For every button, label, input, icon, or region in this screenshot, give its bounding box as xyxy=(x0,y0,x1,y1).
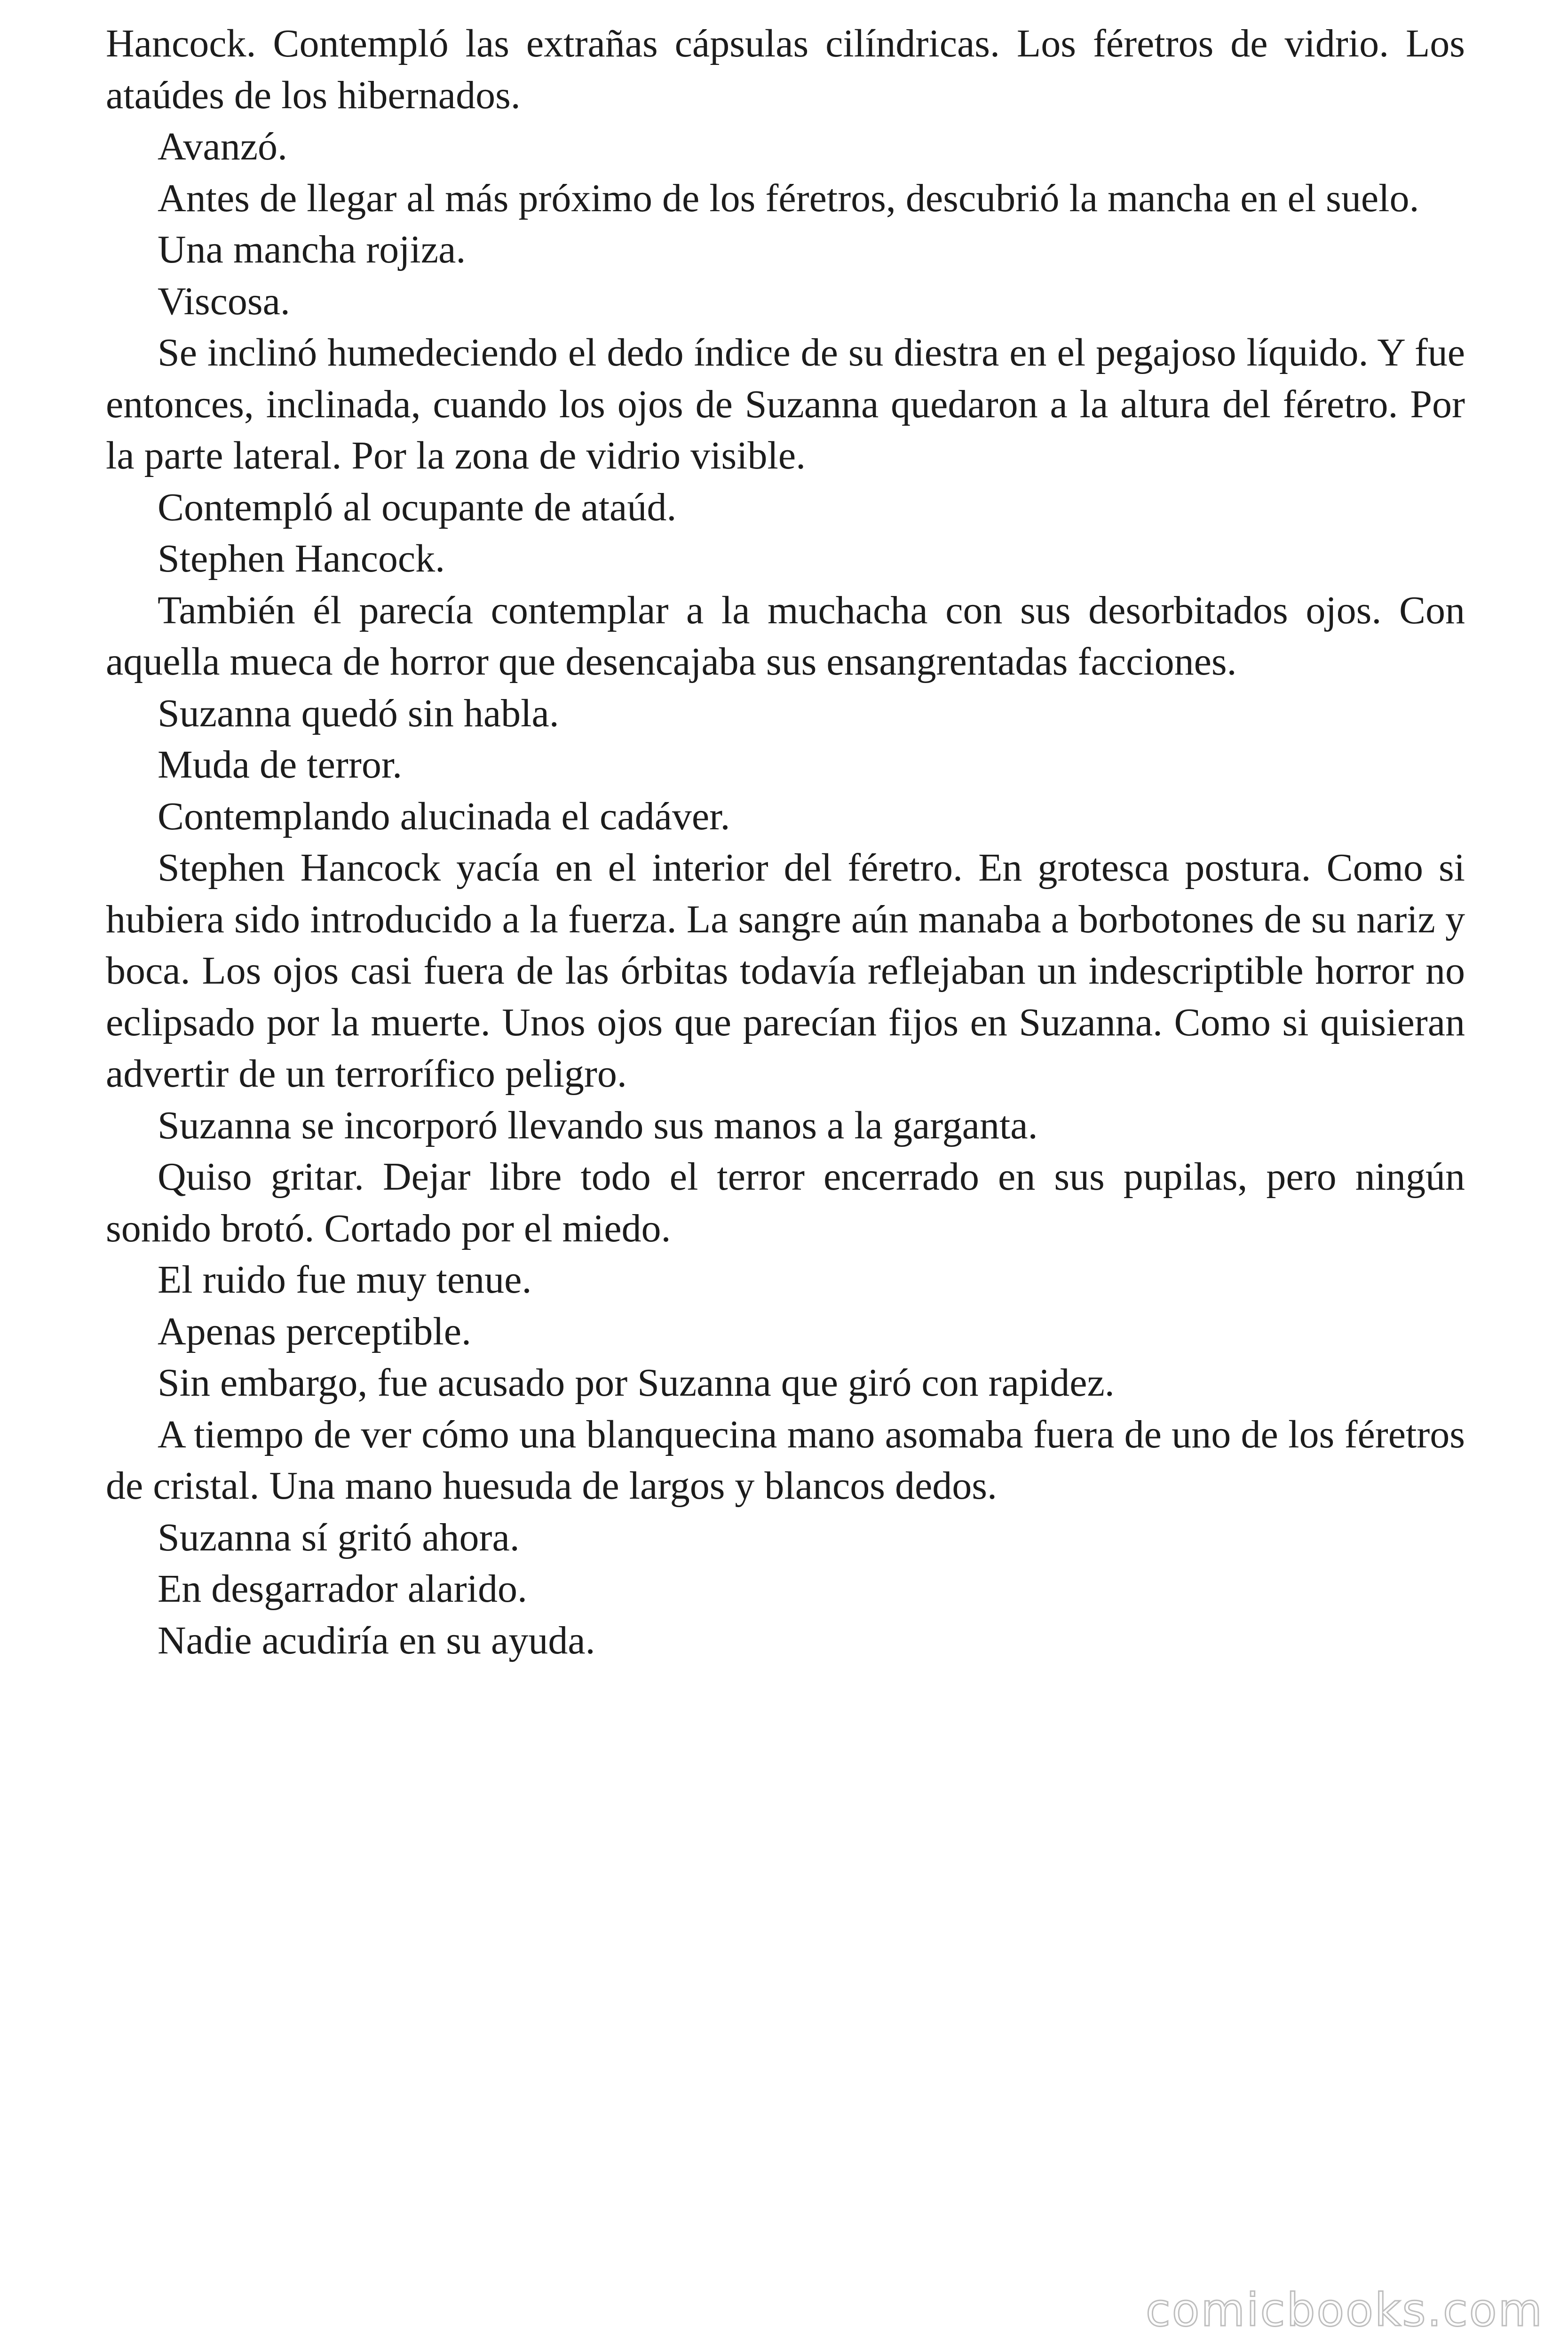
paragraph: El ruido fue muy tenue. xyxy=(158,1258,532,1302)
paragraph: También él parecía contemplar a la muchacha con sus desorbitados ojos. Con aquella mueca de horror que desencajaba sus ensangrentadas facciones. xyxy=(106,588,1465,683)
paragraph: Suzanna quedó sin habla. xyxy=(158,691,559,735)
paragraph: Stephen Hancock yacía en el interior del féretro. En grotesca postura. Como si hubiera sido introducido a la fuerza. La sangre aún manaba a borbotones de su nariz y boca. Los ojos casi fuera de las órbitas todavía reflejaban un indescriptible horror no eclipsado por la muerte. Unos ojos que parecían fijos en Suzanna. Como si quisieran advertir de un terrorífico peligro. xyxy=(106,846,1465,1096)
paragraph: Muda de terror. xyxy=(158,743,403,787)
paragraph: Avanzó. xyxy=(158,125,287,168)
paragraph: Hancock. Contempló las extrañas cápsulas cilíndricas. Los féretros de vidrio. Los ataúdes de los hibernados. xyxy=(106,22,1465,117)
paragraph: Quiso gritar. Dejar libre todo el terror encerrado en sus pupilas, pero ningún sonido brotó. Cortado por el miedo. xyxy=(106,1155,1465,1250)
paragraph: Suzanna sí gritó ahora. xyxy=(158,1515,520,1559)
page-body xyxy=(106,18,1465,1666)
paragraph: Antes de llegar al más próximo de los féretros, descubrió la mancha en el suelo. xyxy=(158,176,1419,220)
paragraph: Contempló al ocupante de ataúd. xyxy=(158,485,677,529)
paragraph: Viscosa. xyxy=(158,279,290,323)
paragraph: Una mancha rojiza. xyxy=(158,228,466,271)
paragraph: Apenas perceptible. xyxy=(158,1309,472,1353)
paragraph: Stephen Hancock. xyxy=(158,537,445,580)
paragraph: En desgarrador alarido. xyxy=(158,1567,527,1611)
watermark: comicbooks.com xyxy=(1145,2284,1544,2336)
paragraph: Contemplando alucinada el cadáver. xyxy=(158,794,730,838)
paragraph: Se inclinó humedeciendo el dedo índice de su diestra en el pegajoso líquido. Y fue entonces, inclinada, cuando los ojos de Suzanna quedaron a la altura del féretro. Por la parte lateral. Por la zona de vidrio visible. xyxy=(106,331,1465,477)
paragraph: Sin embargo, fue acusado por Suzanna que giró con rapidez. xyxy=(158,1361,1115,1405)
paragraph: Suzanna se incorporó llevando sus manos a la garganta. xyxy=(158,1103,1038,1147)
paragraph: A tiempo de ver cómo una blanquecina mano asomaba fuera de uno de los féretros de cristal. Una mano huesuda de largos y blancos dedos. xyxy=(106,1412,1465,1508)
paragraph: Nadie acudiría en su ayuda. xyxy=(158,1618,595,1662)
